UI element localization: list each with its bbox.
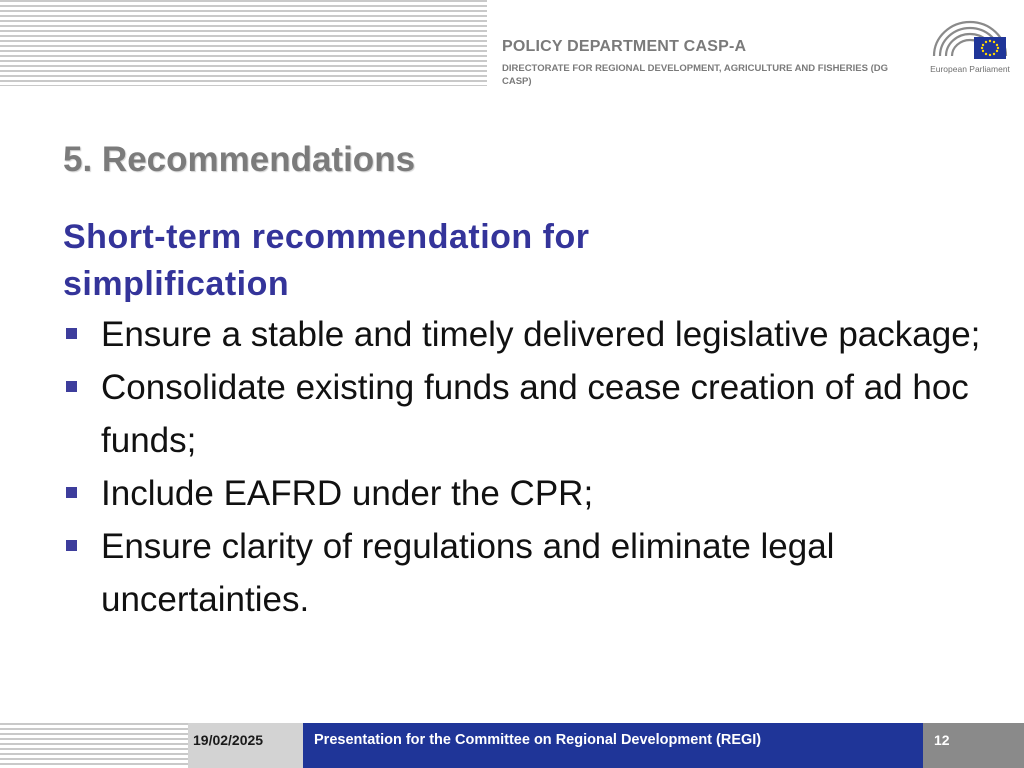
footer-page-box: [923, 723, 1024, 768]
footer-presentation-bar: [303, 723, 923, 768]
european-parliament-label: European Parliament: [930, 64, 1010, 74]
department-title: POLICY DEPARTMENT CASP-A: [502, 38, 747, 55]
footer-date: 19/02/2025: [193, 732, 264, 748]
list-item-text: Include EAFRD under the CPR;: [101, 474, 594, 513]
list-item-text: Ensure clarity of regulations and eliminate legal uncertainties.: [101, 527, 835, 619]
slide-subtitle: Short-term recommendation for simplification: [63, 218, 590, 303]
list-item-text: Consolidate existing funds and cease creation of ad hoc funds;: [101, 368, 969, 460]
footer-date-box: [188, 723, 303, 768]
section-title: 5. Recommendations: [63, 140, 416, 179]
square-bullet-icon: [66, 381, 77, 392]
list-item: [63, 467, 983, 520]
header-stripes-decoration: [0, 0, 487, 86]
footer-presentation-title: Presentation for the Committee on Regional Development (REGI): [314, 732, 762, 748]
list-item: [63, 520, 983, 626]
list-item: [63, 308, 983, 361]
square-bullet-icon: [66, 487, 77, 498]
list-item: [63, 361, 983, 467]
square-bullet-icon: [66, 328, 77, 339]
page-number: 12: [934, 732, 950, 748]
recommendation-list: [63, 308, 983, 626]
footer-stripes-decoration: [0, 723, 188, 768]
directorate-name: DIRECTORATE FOR REGIONAL DEVELOPMENT, AGRICULTURE AND FISHERIES (DG CASP): [502, 63, 888, 87]
square-bullet-icon: [66, 540, 77, 551]
list-item-text: Ensure a stable and timely delivered legislative package;: [101, 315, 981, 354]
